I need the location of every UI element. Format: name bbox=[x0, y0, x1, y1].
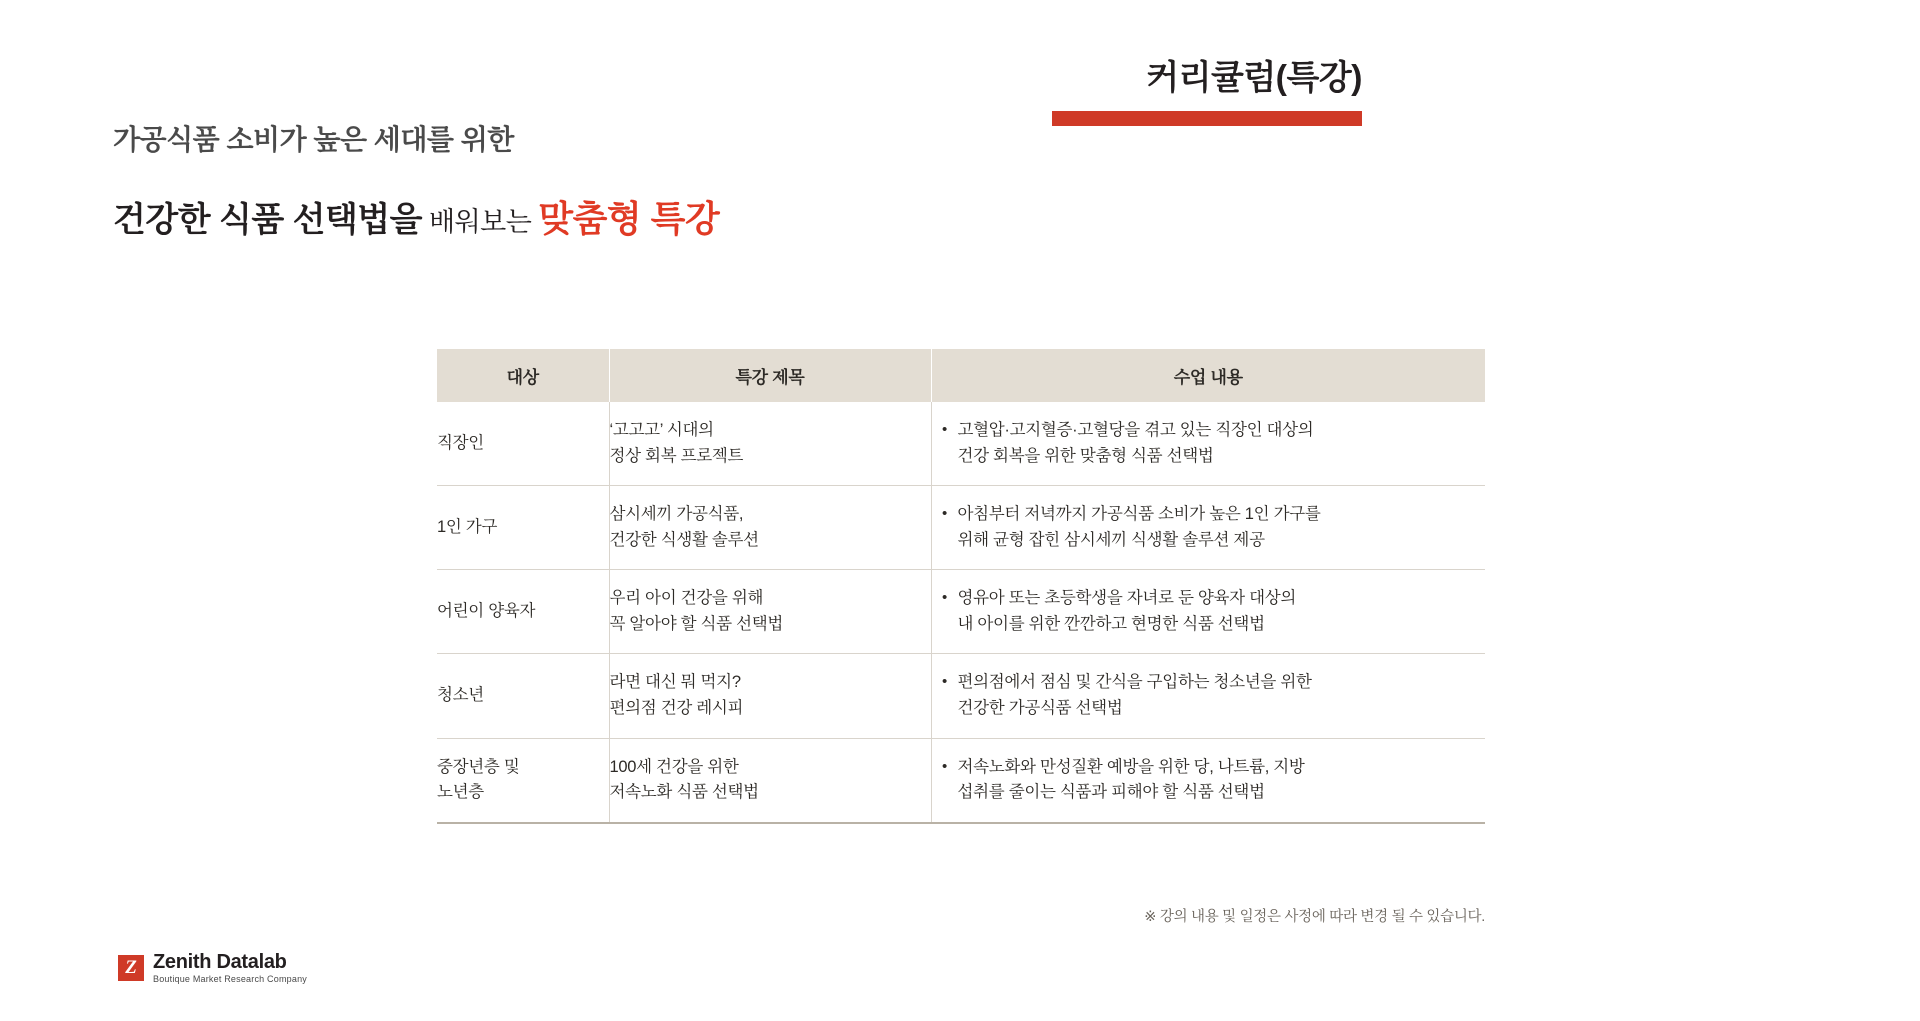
headline-main bbox=[113, 196, 719, 243]
header-accent-rule bbox=[1052, 111, 1362, 126]
page-title: 커리큘럼(특강) bbox=[1146, 59, 1362, 97]
headline-main-strong: 건강한 식품 선택법을 bbox=[113, 201, 422, 240]
cell-target bbox=[437, 570, 609, 654]
cell-title bbox=[609, 402, 931, 486]
content-line-2: 건강 회복을 위한 맞춤형 식품 선택법 bbox=[957, 446, 1214, 465]
title-line-1: 삼시세끼 가공식품, bbox=[609, 505, 744, 524]
footnote: ※ 강의 내용 및 일정은 사정에 따라 변경 될 수 있습니다. bbox=[1144, 909, 1485, 925]
target-label: 어린이 양육자 bbox=[437, 602, 536, 621]
cell-target bbox=[437, 738, 609, 823]
bullet-icon: • bbox=[942, 589, 947, 607]
content-line-1: 아침부터 저녁까지 가공식품 소비가 높은 1인 가구를 bbox=[957, 505, 1321, 524]
cell-content bbox=[931, 486, 1485, 570]
title-line-2: 건강한 식생활 솔루션 bbox=[609, 530, 759, 549]
content-line-1: 영유아 또는 초등학생을 자녀로 둔 양육자 대상의 bbox=[957, 589, 1296, 608]
cell-title bbox=[609, 570, 931, 654]
content-line-2: 건강한 가공식품 선택법 bbox=[957, 698, 1123, 717]
table-row bbox=[437, 486, 1485, 570]
cell-title bbox=[609, 738, 931, 823]
title-line-2: 꼭 알아야 할 식품 선택법 bbox=[609, 614, 784, 633]
headline-main-mid: 배워보는 bbox=[422, 207, 539, 238]
target-label: 1인 가구 bbox=[437, 517, 498, 536]
title-line-2: 저속노화 식품 선택법 bbox=[609, 783, 759, 802]
table-row bbox=[437, 654, 1485, 738]
company-logo bbox=[118, 952, 307, 984]
table-row bbox=[437, 402, 1485, 486]
cell-content bbox=[931, 570, 1485, 654]
target-line-1: 중장년층 및 bbox=[437, 757, 520, 776]
table-row bbox=[437, 738, 1485, 823]
target-label: 청소년 bbox=[437, 686, 484, 705]
bullet-icon: • bbox=[942, 505, 947, 523]
cell-title bbox=[609, 654, 931, 738]
content-text bbox=[958, 755, 1486, 806]
curriculum-table bbox=[437, 349, 1485, 824]
title-line-2: 정상 회복 프로젝트 bbox=[609, 446, 744, 465]
content-line-1: 저속노화와 만성질환 예방을 위한 당, 나트륨, 지방 bbox=[957, 757, 1305, 776]
table-row bbox=[437, 570, 1485, 654]
title-line-1: 라면 대신 뭐 먹지? bbox=[609, 673, 741, 692]
headline-subtitle: 가공식품 소비가 높은 세대를 위한 bbox=[113, 124, 514, 155]
column-header-title: 특강 제목 bbox=[609, 349, 931, 402]
content-line-2: 위해 균형 잡힌 삼시세끼 식생활 솔루션 제공 bbox=[957, 530, 1265, 549]
zenith-z-mark-icon bbox=[118, 955, 144, 981]
column-header-content: 수업 내용 bbox=[931, 349, 1485, 402]
logo-company-name: Zenith Datalab bbox=[153, 951, 287, 973]
logo-text-block bbox=[153, 952, 307, 984]
content-text bbox=[958, 502, 1486, 553]
title-line-1: ‘고고고’ 시대의 bbox=[609, 421, 714, 439]
table-body bbox=[437, 402, 1485, 823]
content-line-1: 편의점에서 점심 및 간식을 구입하는 청소년을 위한 bbox=[957, 673, 1312, 692]
content-line-1: 고혈압·고지혈증·고혈당을 겪고 있는 직장인 대상의 bbox=[957, 421, 1314, 439]
content-text bbox=[958, 586, 1486, 637]
logo-tagline: Boutique Market Research Company bbox=[153, 974, 307, 984]
cell-target bbox=[437, 402, 609, 486]
content-line-2: 내 아이를 위한 깐깐하고 현명한 식품 선택법 bbox=[957, 614, 1265, 633]
slide-header bbox=[1042, 60, 1362, 126]
bullet-icon: • bbox=[942, 673, 947, 691]
headline-main-accent: 맞춤형 특강 bbox=[538, 198, 720, 240]
cell-target bbox=[437, 486, 609, 570]
content-line-2: 섭취를 줄이는 식품과 피해야 할 식품 선택법 bbox=[957, 783, 1265, 802]
bullet-icon: • bbox=[942, 421, 947, 438]
content-text bbox=[958, 418, 1486, 469]
title-line-1: 우리 아이 건강을 위해 bbox=[609, 589, 764, 608]
cell-title bbox=[609, 486, 931, 570]
cell-content bbox=[931, 654, 1485, 738]
table-header bbox=[437, 349, 1485, 402]
column-header-target: 대상 bbox=[437, 349, 609, 402]
target-line-2: 노년층 bbox=[437, 783, 484, 802]
table-header-row bbox=[437, 349, 1485, 402]
cell-content bbox=[931, 402, 1485, 486]
cell-content bbox=[931, 738, 1485, 823]
headline-block bbox=[113, 122, 719, 243]
target-label: 직장인 bbox=[437, 433, 484, 452]
title-line-2: 편의점 건강 레시피 bbox=[609, 698, 744, 717]
content-text bbox=[958, 670, 1486, 721]
title-line-1: 100세 건강을 위한 bbox=[609, 757, 739, 776]
cell-target bbox=[437, 654, 609, 738]
bullet-icon: • bbox=[942, 757, 947, 775]
